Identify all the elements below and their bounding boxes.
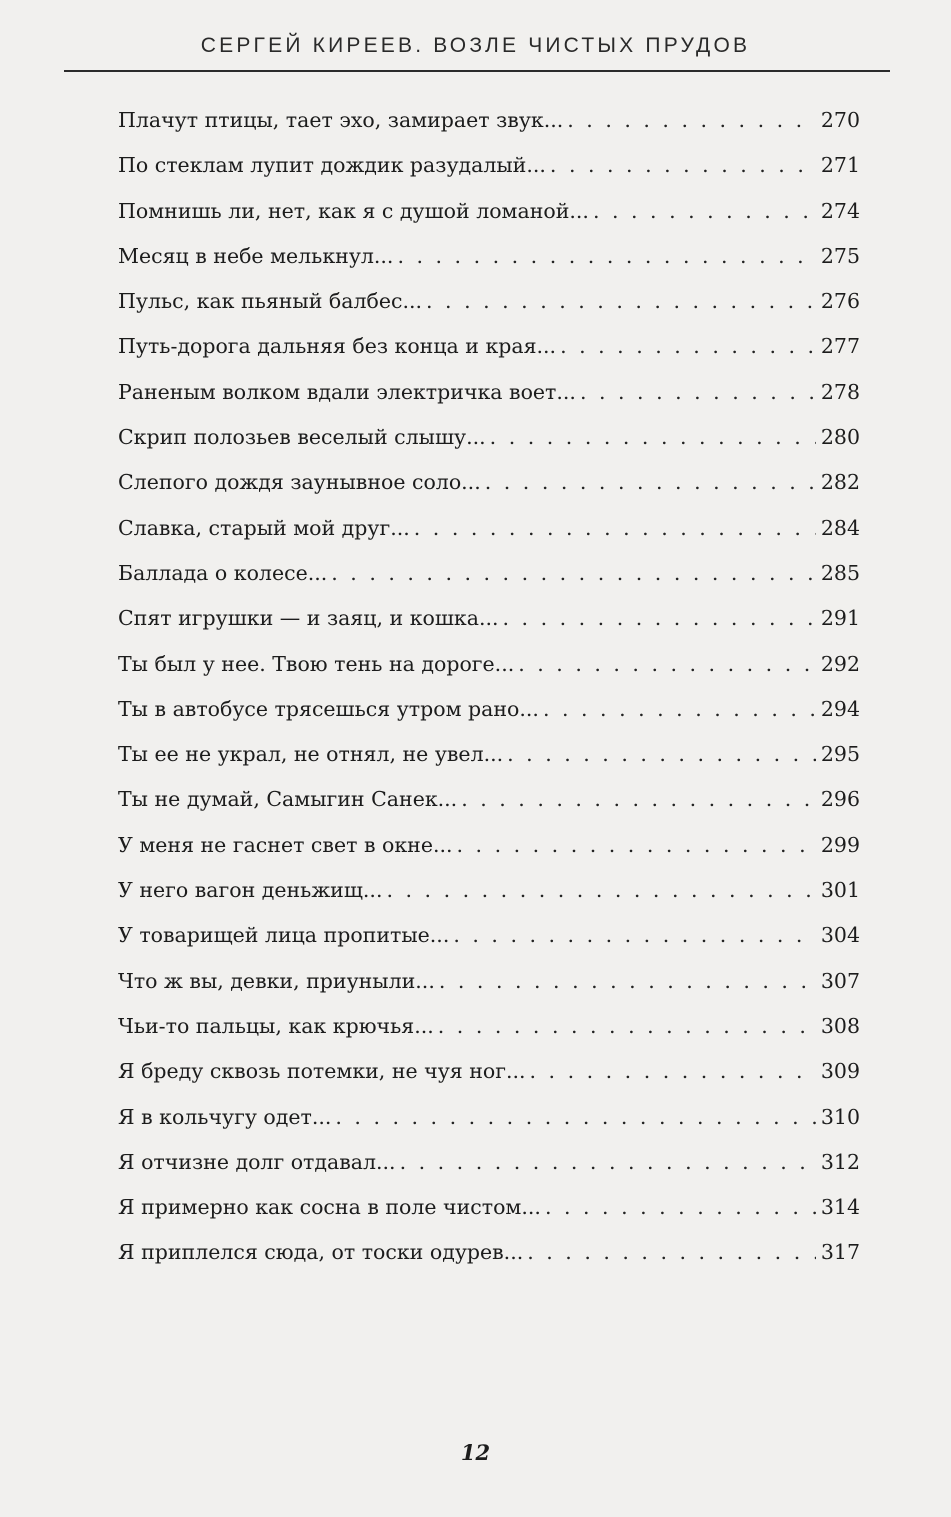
- toc-entry: [118, 687, 860, 732]
- toc-dot-leader: [461, 777, 816, 822]
- toc-entry-title: Я в кольчугу одет...: [118, 1104, 332, 1129]
- toc-entry-title: Что ж вы, девки, приуныли...: [118, 968, 435, 993]
- toc-entry-page: 274: [820, 198, 860, 223]
- toc-dot-leader: [518, 642, 816, 687]
- toc-dot-leader: [439, 959, 816, 1004]
- toc-entry-title: У него вагон деньжищ...: [118, 878, 383, 903]
- toc-entry-title: Ты в автобусе трясешься утром рано...: [118, 696, 539, 721]
- toc-entry-title: Ты ее не украл, не отнял, не увел...: [118, 742, 504, 767]
- toc-entry-title: Спят игрушки — и заяц, и кошка...: [118, 606, 499, 631]
- toc-entry-title: Месяц в небе мелькнул...: [118, 243, 394, 268]
- toc-entry: [118, 460, 860, 505]
- toc-entry-title: Славка, старый мой друг...: [118, 515, 410, 540]
- toc-entry-page: 291: [820, 606, 860, 631]
- toc-entry-page: 275: [820, 243, 860, 268]
- toc-entry-title: Путь-дорога дальняя без конца и края...: [118, 334, 557, 359]
- toc-entry-title: Пульс, как пьяный балбес...: [118, 289, 423, 314]
- toc-entry: [118, 913, 860, 958]
- toc-dot-leader: [400, 1140, 816, 1185]
- toc-dot-leader: [414, 506, 816, 551]
- toc-entry-page: 314: [820, 1195, 860, 1220]
- toc-entry-page: 277: [820, 334, 860, 359]
- toc-dot-leader: [331, 551, 816, 596]
- toc-entry-title: Я примерно как сосна в поле чистом...: [118, 1195, 541, 1220]
- toc-dot-leader: [543, 687, 816, 732]
- toc-dot-leader: [490, 415, 816, 460]
- toc-entry-page: 276: [820, 289, 860, 314]
- toc-entry: [118, 279, 860, 324]
- toc-dot-leader: [550, 143, 816, 188]
- toc-entry-page: 278: [820, 379, 860, 404]
- toc-dot-leader: [438, 1004, 816, 1049]
- toc-entry: [118, 324, 860, 369]
- toc-dot-leader: [397, 234, 816, 279]
- toc-entry-page: 307: [820, 968, 860, 993]
- toc-dot-leader: [580, 370, 816, 415]
- toc-dot-leader: [485, 460, 816, 505]
- toc-entry-page: 317: [820, 1240, 860, 1265]
- toc-entry-title: Чьи-то пальцы, как крючья...: [118, 1013, 434, 1038]
- toc-entry-page: 295: [820, 742, 860, 767]
- toc-dot-leader: [386, 868, 816, 913]
- toc-dot-leader: [567, 98, 816, 143]
- toc-entry: [118, 959, 860, 1004]
- toc-entry-title: У меня не гаснет свет в окне...: [118, 832, 453, 857]
- toc-entry-title: Плачут птицы, тает эхо, замирает звук...: [118, 108, 564, 132]
- toc-entry-page: 280: [820, 425, 860, 450]
- toc-entry-title: Слепого дождя заунывное соло...: [118, 470, 481, 495]
- toc-dot-leader: [507, 732, 816, 777]
- toc-entry: [118, 1095, 860, 1140]
- toc-entry: [118, 596, 860, 641]
- toc-entry: [118, 551, 860, 596]
- toc-entry-title: По стеклам лупит дождик разудалый...: [118, 153, 546, 178]
- toc-entry: [118, 642, 860, 687]
- header-rule: [64, 70, 890, 72]
- toc-entry-page: 301: [820, 878, 860, 903]
- toc-entry: [118, 189, 860, 234]
- toc-entry-title: Я отчизне долг отдавал...: [118, 1149, 396, 1174]
- toc-entry: [118, 98, 860, 143]
- toc-dot-leader: [453, 913, 816, 958]
- toc-dot-leader: [530, 1049, 816, 1094]
- toc-entry: [118, 143, 860, 188]
- toc-entry: [118, 868, 860, 913]
- toc-entry-title: Я бреду сквозь потемки, не чуя ног...: [118, 1059, 526, 1084]
- toc-entry-title: Помнишь ли, нет, как я с душой ломаной...: [118, 198, 589, 223]
- toc-dot-leader: [335, 1095, 816, 1140]
- toc-entry-page: 299: [820, 832, 860, 857]
- toc-entry: [118, 1185, 860, 1230]
- running-header: СЕРГЕЙ КИРЕЕВ. ВОЗЛЕ ЧИСТЫХ ПРУДОВ: [200, 34, 751, 57]
- toc-entry: [118, 1049, 860, 1094]
- toc-entry-title: Баллада о колесе...: [118, 560, 328, 585]
- toc-entry: [118, 234, 860, 279]
- toc-dot-leader: [545, 1185, 816, 1230]
- toc-entry: [118, 823, 860, 868]
- toc-dot-leader: [527, 1230, 816, 1275]
- toc-entry-page: 312: [820, 1149, 860, 1174]
- toc-dot-leader: [457, 823, 817, 868]
- toc-entry-page: 271: [820, 153, 860, 178]
- toc-entry-page: 296: [820, 787, 860, 812]
- toc-entry: [118, 732, 860, 777]
- toc-dot-leader: [503, 596, 816, 641]
- toc-dot-leader: [560, 324, 816, 369]
- toc-entry-title: Ты был у нее. Твою тень на дороге...: [118, 651, 515, 676]
- toc-entry-title: Скрип полозьев веселый слышу...: [118, 425, 486, 450]
- toc-entry: [118, 415, 860, 460]
- toc-entry-title: Я приплелся сюда, от тоски одурев...: [118, 1240, 524, 1265]
- toc-entry-title: У товарищей лица пропитые...: [118, 923, 450, 948]
- toc-entry-page: 270: [820, 108, 860, 132]
- toc-entry-page: 309: [820, 1059, 860, 1084]
- toc-entry-page: 310: [820, 1104, 860, 1129]
- toc-entry: [118, 370, 860, 415]
- toc-entry-title: Раненым волком вдали электричка воет...: [118, 379, 576, 404]
- toc-entry-page: 292: [820, 651, 860, 676]
- toc-entry-page: 294: [820, 696, 860, 721]
- toc-entry-title: Ты не думай, Самыгин Санек...: [118, 787, 458, 812]
- toc-entry: [118, 1140, 860, 1185]
- toc-entry-page: 304: [820, 923, 860, 948]
- toc-dot-leader: [426, 279, 816, 324]
- toc-entry: [118, 1004, 860, 1049]
- toc-entry: [118, 777, 860, 822]
- toc-entry-page: 285: [820, 560, 860, 585]
- toc-entry: [118, 1230, 860, 1275]
- table-of-contents: [118, 98, 860, 1276]
- toc-dot-leader: [593, 189, 816, 234]
- toc-entry-page: 308: [820, 1013, 860, 1038]
- toc-entry-page: 282: [820, 470, 860, 495]
- page-number: 12: [460, 1440, 491, 1465]
- toc-entry: [118, 506, 860, 551]
- toc-entry-page: 284: [820, 515, 860, 540]
